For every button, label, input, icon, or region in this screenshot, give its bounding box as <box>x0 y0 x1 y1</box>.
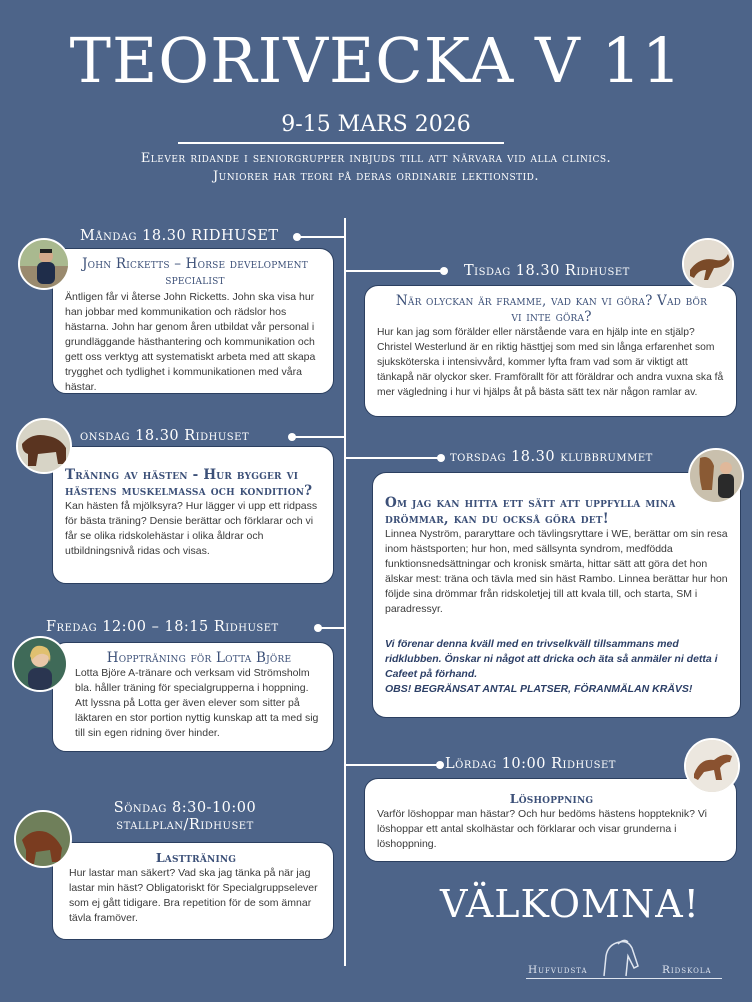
sunday-card <box>52 842 334 940</box>
saturday-card <box>364 778 737 862</box>
tuesday-dot <box>440 267 448 275</box>
logo-text-right: Ridskola <box>662 964 712 976</box>
friday-title: Hoppträning för Lotta Björe <box>106 650 292 666</box>
tuesday-connector <box>346 270 444 272</box>
intro-line-1: Elever ridande i seniorgrupper inbjuds till att närvara vid alla clinics. <box>140 151 612 166</box>
wednesday-connector <box>292 436 344 438</box>
monday-body: Äntligen får vi återse John Ricketts. John ska visa hur han jobbar med kommunikation och rädslor hos hästarna. John har genom åren utbildat vår personal i grundläggande hästhantering och kommunikation och gett oss verktyg att systematiskt arbeta med att skapa trygghet och tydlighet i kommunikationen med våra hästar. <box>65 291 316 393</box>
person-with-horse-photo-icon <box>18 238 70 290</box>
thursday-note: Vi förenar denna kväll med en trivselkväll tillsammans med ridklubben. Önskar ni något att dricka och äta så anmäler ni detta i Cafeet på förhand. OBS! BEGRÄNSAT ANTAL PLATSER, FÖRANMÄLAN KRÄVS! <box>385 638 718 695</box>
logo-underline <box>526 978 722 979</box>
title-divider <box>178 142 504 144</box>
horse-logo-icon <box>598 936 648 980</box>
horse-trailer-photo-icon <box>14 810 72 868</box>
intro-line-2: Juniorer har teori på deras ordinarie lektionstid. <box>212 169 540 184</box>
thursday-card <box>372 472 741 718</box>
wednesday-title: Träning av hästen - Hur bygger vi hästens muskelmassa och kondition? <box>65 467 313 499</box>
school-logo <box>526 936 722 990</box>
friday-card <box>52 642 334 752</box>
sunday-title: Lastträning <box>155 850 237 865</box>
page-title: TEORIVECKA V 11 <box>69 24 683 97</box>
woman-portrait-photo-icon <box>12 636 68 692</box>
monday-day-label: Måndag 18.30 RIDHUSET <box>80 228 279 244</box>
saturday-day-label: Lördag 10:00 Ridhuset <box>445 756 616 772</box>
thursday-body: Linnea Nyström, pararyttare och tävlingsryttare i WE, berättar om sin resa inom hästsporten; hur hon, med sällsynta syndrom, medfödda funktionsnedsättningar och kronisk smärta, hittar sätt att göra det hon älskar mest: träna och tävla med sin häst Rambo. Linnea berättar hur hon följde sina drömmar från ridskoletjej till att kvala till, och starta, SM i paradressyr. <box>385 528 728 615</box>
rider-with-horse-photo-icon <box>688 448 744 504</box>
saturday-connector <box>346 764 440 766</box>
intro-text <box>40 150 712 186</box>
tuesday-title: När olyckan är framme, vad kan vi göra? Vad bör vi inte göra? <box>395 293 708 325</box>
wednesday-dot <box>288 433 296 441</box>
friday-day-label: Fredag 12:00 – 18:15 Ridhuset <box>46 619 279 635</box>
welcome-text: VÄLKOMNA! <box>440 882 700 926</box>
tuesday-day-label: Tisdag 18.30 Ridhuset <box>464 263 630 279</box>
horse-falling-photo-icon <box>682 238 734 290</box>
horse-photo-icon <box>16 418 72 474</box>
monday-connector <box>300 236 344 238</box>
sunday-day-label <box>110 800 260 834</box>
timeline-line <box>344 218 346 966</box>
sunday-time: Söndag 8:30-10:00 <box>113 800 257 816</box>
thursday-dot <box>437 454 445 462</box>
thursday-day-label: torsdag 18.30 klubbrummet <box>450 449 653 465</box>
saturday-title: Löshoppning <box>509 791 594 806</box>
jumping-horse-photo-icon <box>684 738 740 794</box>
thursday-connector <box>346 457 442 459</box>
friday-body: Lotta Björe A-tränare och verksam vid Strömsholm bla. håller träning för specialgrupperna i hoppning. Att lyssna på Lotta ger även elever som sitter på läktaren en stor portion nyttig kunskap att ta med sig till sin egen ridning över hinder. <box>75 667 319 739</box>
logo-text-left: Hufvudsta <box>528 964 588 976</box>
tuesday-card <box>364 285 737 417</box>
monday-dot <box>293 233 301 241</box>
monday-card <box>52 248 334 394</box>
thursday-title: Om jag kan hitta ett sätt att uppfylla mina drömmar, kan du också göra det! <box>385 495 676 527</box>
event-dates: 9-15 MARS 2026 <box>281 112 471 137</box>
sunday-body: Hur lastar man säkert? Vad ska jag tänka på när jag lastar min häst? Obligatoriskt för Specialgruppselever som ej gått tidigare. Bra repetition för de som ämnar tävla framöver. <box>69 867 318 924</box>
wednesday-body: Kan hästen få mjölksyra? Hur lägger vi upp ett ridpass för bästa träning? Densie berättar och förklarar och vi får se olika ridskolehästar i olika åldrar och utbildningsnivå ridas och visas. <box>65 500 318 557</box>
wednesday-day-label: onsdag 18.30 Ridhuset <box>80 428 250 444</box>
saturday-body: Varför löshoppar man hästar? Och hur bedöms hästens hoppteknik? Vi löshoppar ett antal skolhästar och förklarar och visar grunderna i löshoppning. <box>377 808 707 850</box>
monday-title: John Ricketts – Horse development specialist <box>82 256 308 288</box>
saturday-dot <box>436 761 444 769</box>
sunday-place: stallplan/Ridhuset <box>116 817 254 833</box>
tuesday-body: Hur kan jag som förälder eller närstående vara en hjälp inte en stjälp? Christel Westerlund är en riktig hästtjej som med sin långa erfarenhet som sjuksköterska i intensivvård, kommer lyfta fram vad som är viktigt att tänkapå när olyckor sker. Framförallt för att föräldrar och andra vuxna ska få mer vägledning i hur vi hjälps åt på bästa sätt tex när någon ramlar av. <box>377 327 724 398</box>
friday-dot <box>314 624 322 632</box>
wednesday-card <box>52 446 334 584</box>
